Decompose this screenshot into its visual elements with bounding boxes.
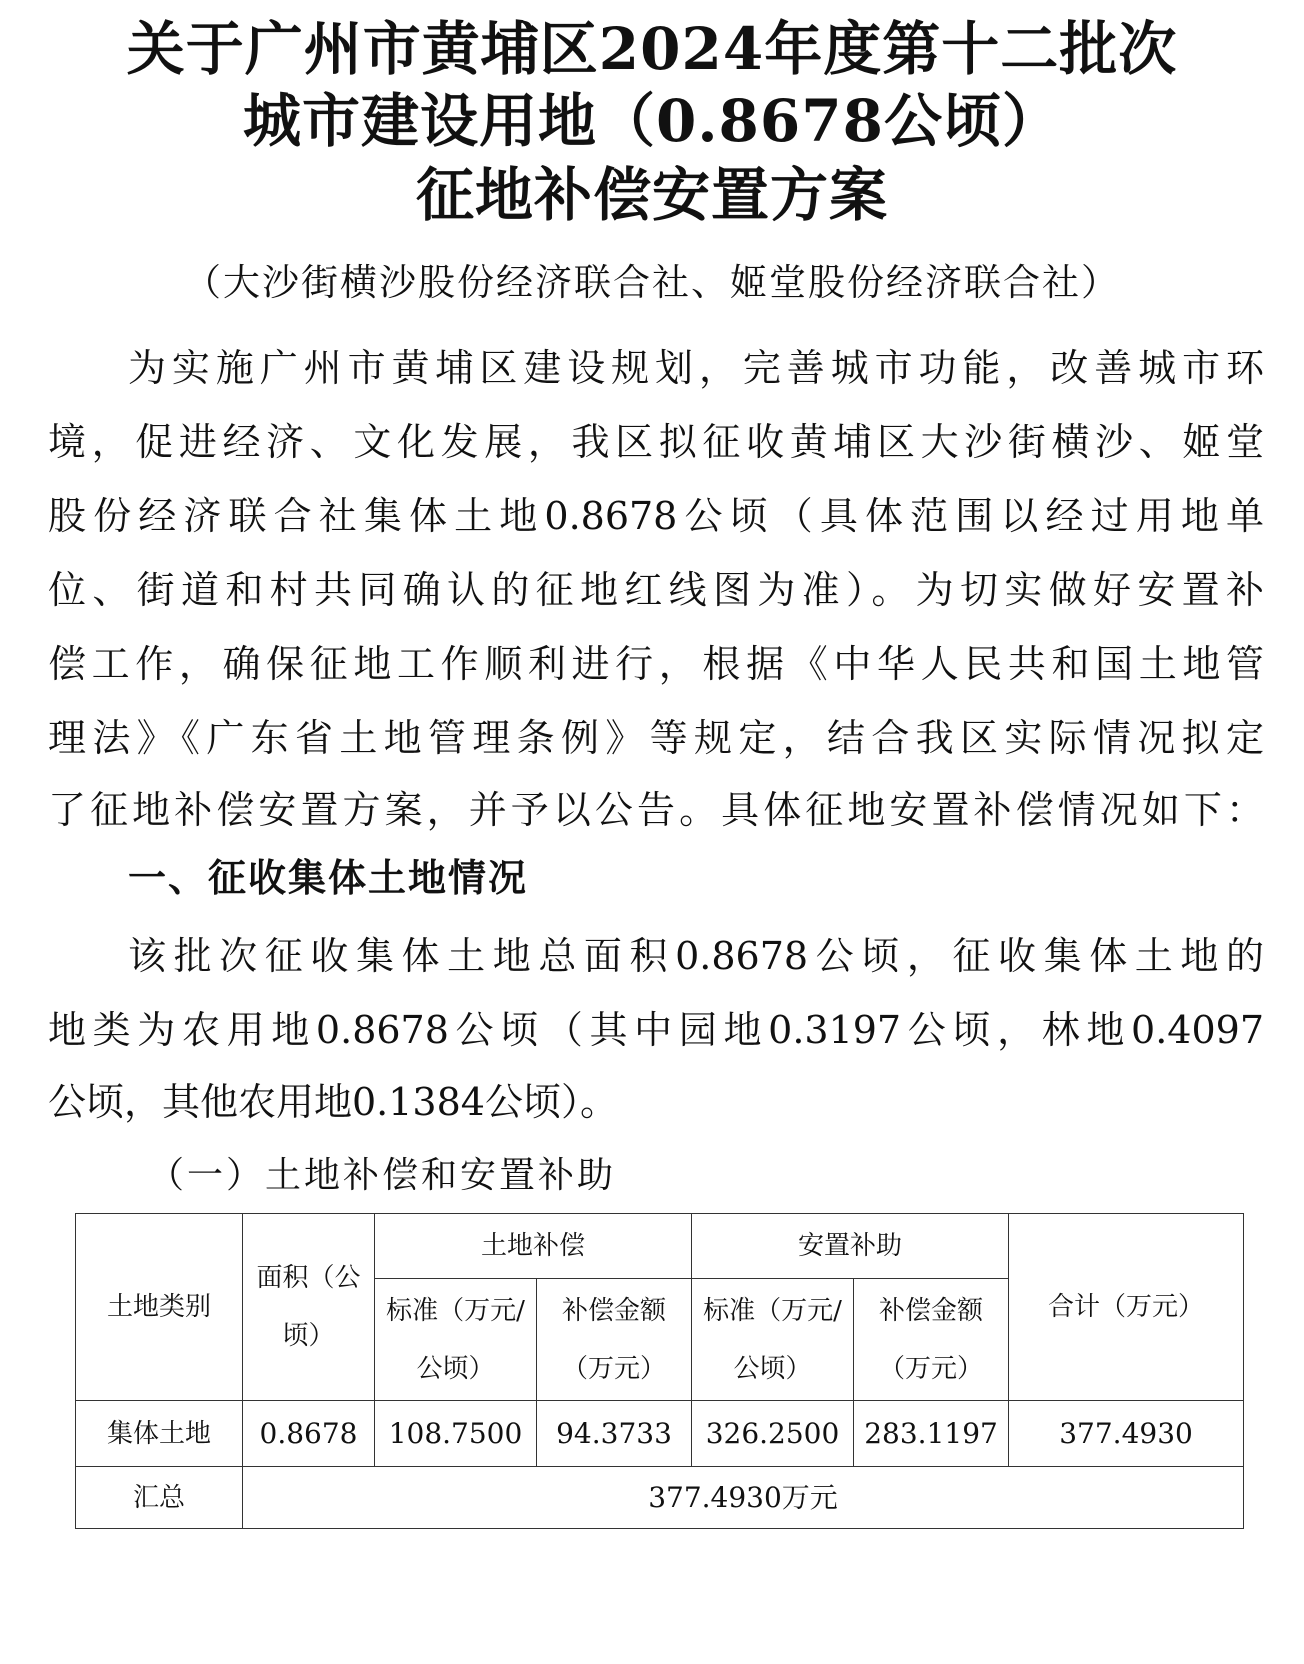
header-land-comp-standard-line-1: 标准（万元/ [386, 1295, 525, 1326]
header-total: 合计（万元） [1009, 1214, 1244, 1401]
title-line-1: 关于广州市黄埔区2024年度第十二批次 [126, 15, 1178, 83]
paragraph-1-line-7: 了征地补偿安置方案，并予以公告。具体征地安置补偿情况如下： [48, 788, 1264, 832]
cell-land-type: 集体土地 [76, 1401, 243, 1467]
section-1-line-2: 地类为农用地0.8678公顷（其中园地0.3197公顷，林地0.4097 [48, 1008, 1264, 1052]
subtitle: （大沙街横沙股份经济联合社、姬堂股份经济联合社） [184, 261, 1120, 304]
table-row [76, 1401, 1244, 1467]
subsection-heading: （一）土地补偿和安置补助 [148, 1155, 617, 1196]
summary-row [76, 1467, 1244, 1529]
section-1-line-3: 公顷，其他农用地0.1384公顷）。 [48, 1080, 618, 1124]
paragraph-1-line-6: 理法》《广东省土地管理条例》等规定，结合我区实际情况拟定 [48, 716, 1264, 760]
section-1-heading: 一、征收集体土地情况 [128, 856, 529, 900]
header-resettle-standard [692, 1279, 854, 1401]
compensation-table [75, 1213, 1244, 1529]
cell-area: 0.8678 [243, 1401, 375, 1467]
header-resettle-amount-line-2: （万元） [879, 1353, 984, 1384]
cell-total: 377.4930 [1009, 1401, 1244, 1467]
header-land-comp-amount [537, 1279, 692, 1401]
summary-label: 汇总 [76, 1467, 243, 1529]
cell-land-comp-amount: 94.3733 [537, 1401, 692, 1467]
header-land-comp-standard-line-2: 公顷） [416, 1353, 495, 1384]
header-land-comp-amount-line-2: （万元） [562, 1353, 667, 1384]
title-line-2: 城市建设用地（0.8678公顷） [243, 87, 1061, 155]
header-resettle-amount [854, 1279, 1009, 1401]
cell-resettle-amount: 283.1197 [854, 1401, 1009, 1467]
header-area [243, 1214, 375, 1401]
cell-land-comp-standard: 108.7500 [375, 1401, 537, 1467]
header-resettle-amount-line-1: 补偿金额 [879, 1295, 984, 1326]
paragraph-1-line-5: 偿工作，确保征地工作顺利进行，根据《中华人民共和国土地管 [48, 642, 1264, 686]
header-resettle-standard-line-2: 公顷） [733, 1353, 812, 1384]
header-resettle-standard-line-1: 标准（万元/ [703, 1295, 842, 1326]
header-resettlement-subsidy: 安置补助 [692, 1214, 1009, 1279]
title-line-3: 征地补偿安置方案 [415, 161, 888, 229]
header-area-line-2: 顷） [282, 1321, 335, 1351]
paragraph-1-line-1: 为实施广州市黄埔区建设规划，完善城市功能，改善城市环 [128, 346, 1264, 390]
header-land-type: 土地类别 [76, 1214, 243, 1401]
section-1-line-1: 该批次征收集体土地总面积0.8678公顷，征收集体土地的 [128, 934, 1264, 978]
header-area-line-1: 面积（公 [256, 1263, 361, 1293]
header-land-comp-amount-line-1: 补偿金额 [562, 1295, 667, 1326]
header-land-comp-standard [375, 1279, 537, 1401]
header-land-compensation: 土地补偿 [375, 1214, 692, 1279]
paragraph-1-line-3: 股份经济联合社集体土地0.8678公顷（具体范围以经过用地单 [48, 494, 1264, 538]
paragraph-1-line-2: 境，促进经济、文化发展，我区拟征收黄埔区大沙街横沙、姬堂 [48, 420, 1264, 464]
summary-value: 377.4930万元 [243, 1467, 1244, 1529]
cell-resettle-standard: 326.2500 [692, 1401, 854, 1467]
paragraph-1-line-4: 位、街道和村共同确认的征地红线图为准）。为切实做好安置补 [48, 568, 1264, 612]
